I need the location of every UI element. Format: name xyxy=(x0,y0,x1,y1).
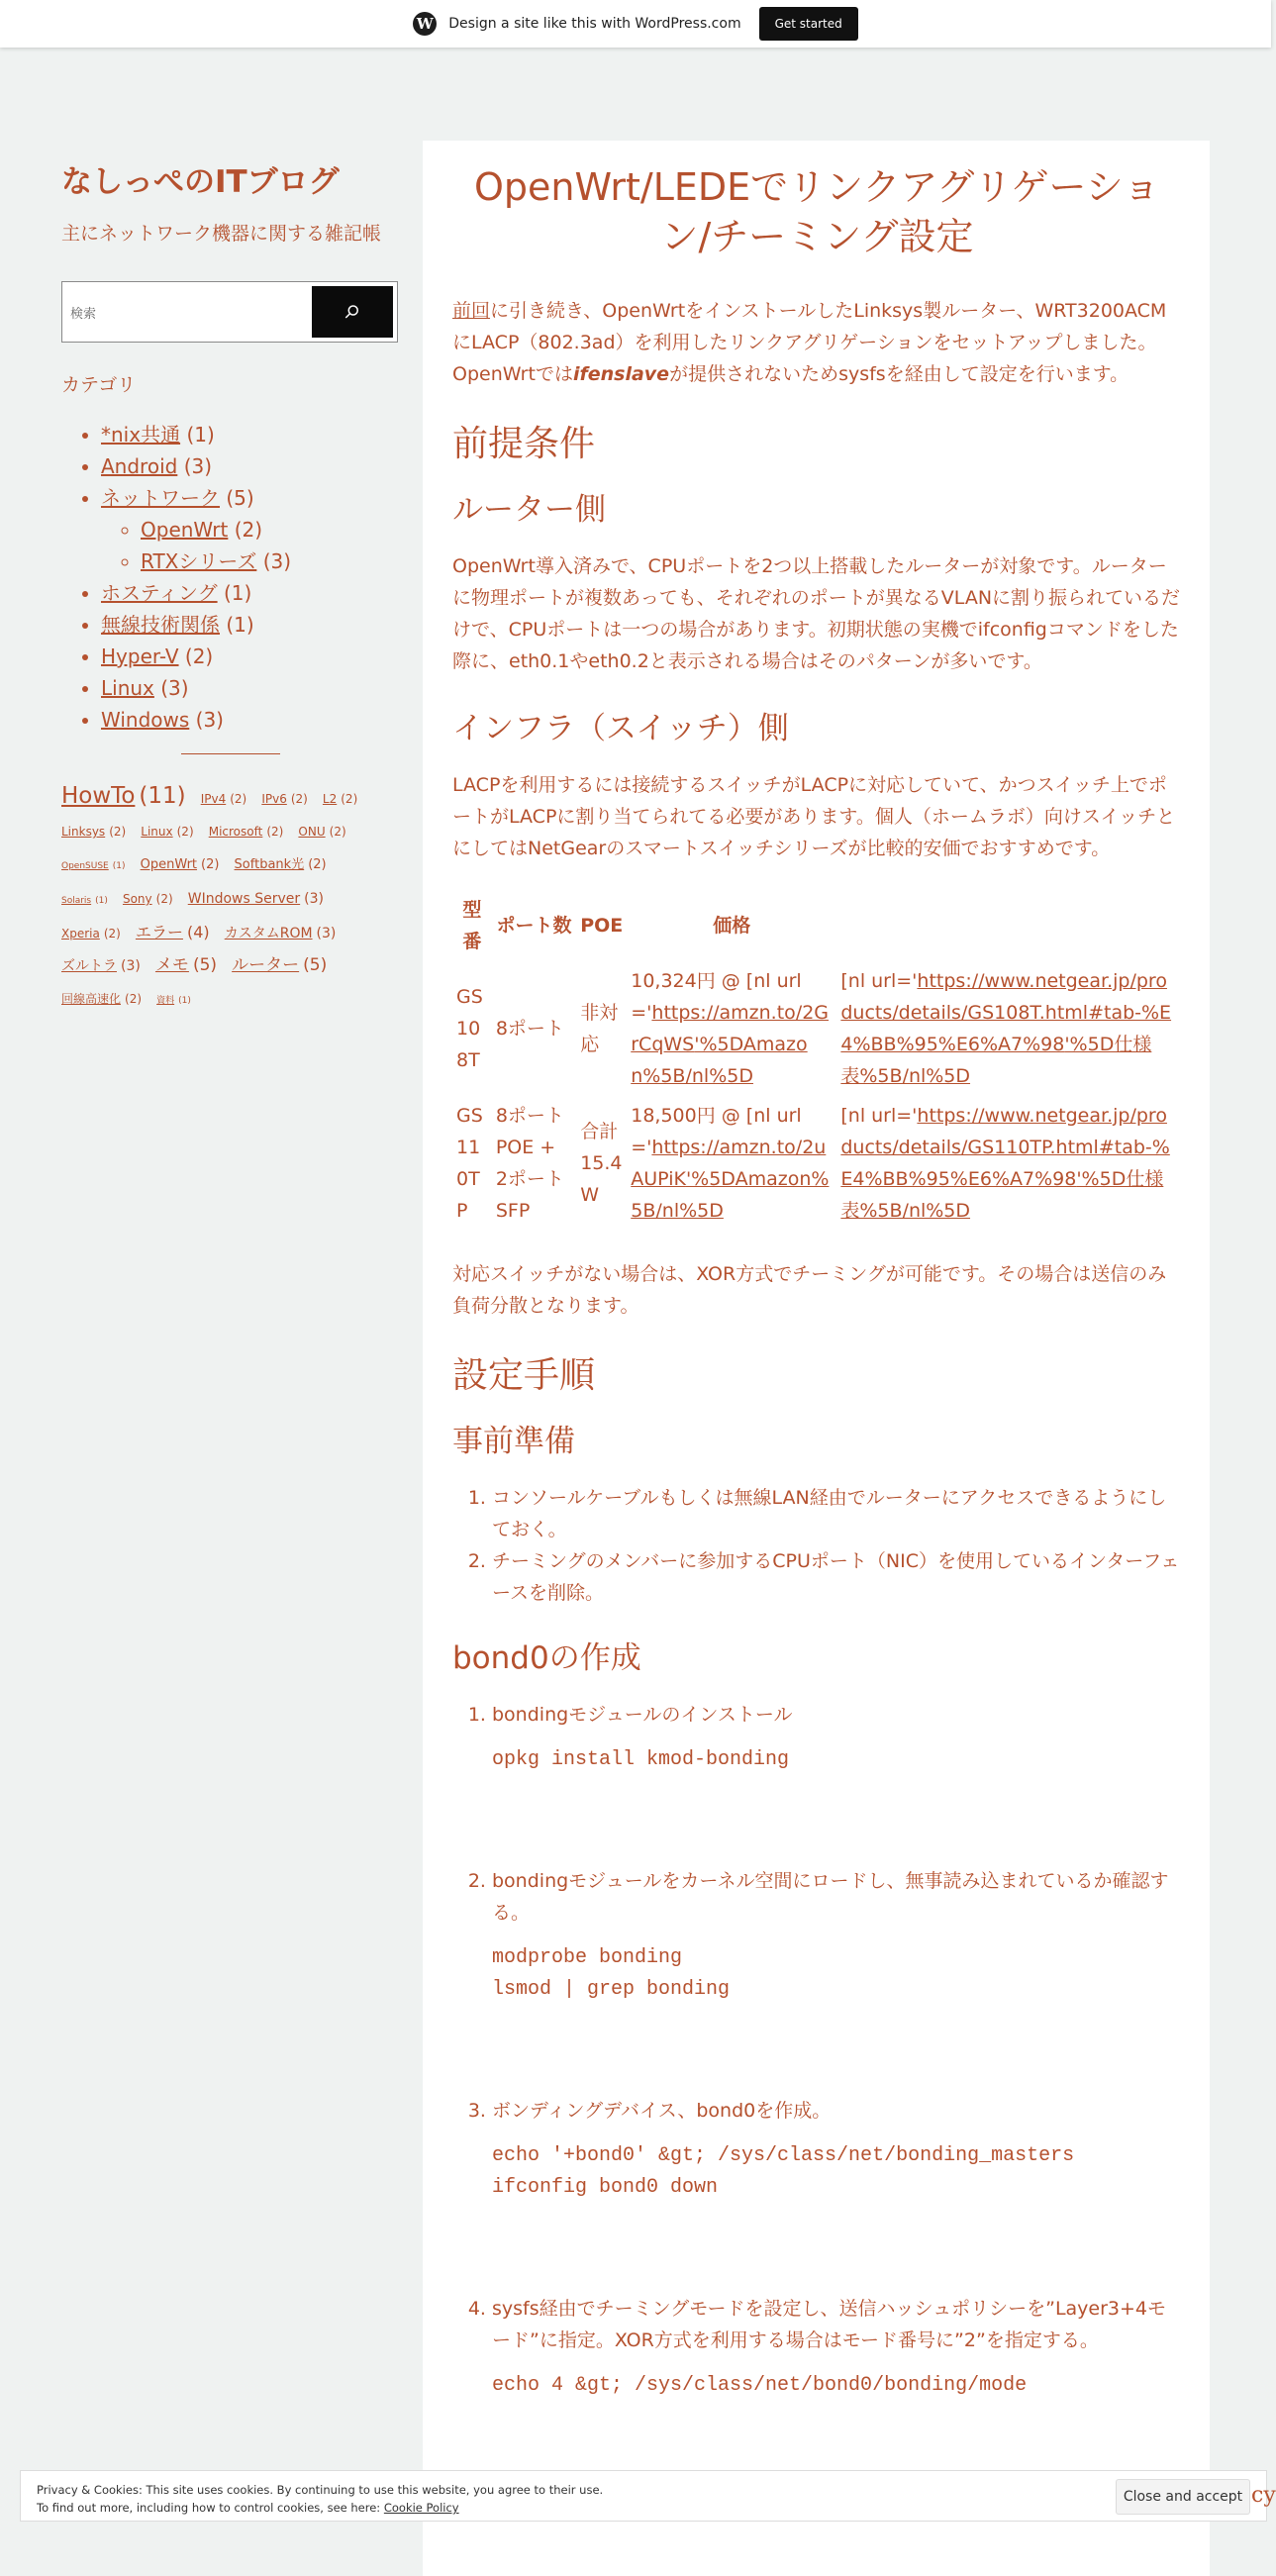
price-prefix: 18,500円 @ [nl url=' xyxy=(631,1105,802,1158)
category-count: (3) xyxy=(160,676,189,700)
table-row xyxy=(452,1096,1181,1231)
tag-count: (1) xyxy=(95,896,108,906)
table-header-cell: 型番 xyxy=(462,899,482,952)
tag-link[interactable]: ONU xyxy=(298,825,326,839)
tag-link[interactable]: Solaris xyxy=(61,896,92,906)
category-link[interactable]: 無線技術関係 xyxy=(101,613,220,637)
category-item xyxy=(101,419,400,450)
category-count: (1) xyxy=(186,423,215,446)
tag-link[interactable]: IPv6 xyxy=(261,792,287,806)
site-tagline: 主にネットワーク機器に関する雑記帳 xyxy=(61,223,382,245)
close-and-accept-button[interactable]: Close and accept xyxy=(1116,2479,1250,2515)
category-link[interactable]: ホスティング xyxy=(101,581,218,605)
tag-link[interactable]: Xperia xyxy=(61,927,100,941)
tag-link[interactable]: L2 xyxy=(322,792,338,806)
tag-count: (11) xyxy=(139,783,186,809)
category-count: (1) xyxy=(223,581,252,605)
sidebar-divider xyxy=(181,753,280,754)
category-item xyxy=(141,514,400,545)
list-item: 2. チーミングのメンバーに参加するCPUポート（NIC）を使用しているインターフェースを削除。 xyxy=(492,1545,1182,1609)
step-text: ボンディングデバイス、bond0を作成。 xyxy=(492,2100,832,2122)
tag-count: (3) xyxy=(121,958,141,974)
get-started-button[interactable]: Get started xyxy=(759,7,858,41)
tag-cloud xyxy=(61,780,398,1017)
category-link[interactable]: *nix共通 xyxy=(101,423,181,446)
category-link[interactable]: Hyper-V xyxy=(101,644,179,668)
router-paragraph: OpenWrt導入済みで、CPUポートを2つ以上搭載したルーターが対象です。ルーターに物理ポートが複数あっても、それぞれのポートが異なるVLANに割り振られているだけで、CPUポートは一つの場合があります。初期状態の実機でifconfigコマンドをした際に、eth0.1やeth0.2と表示される場合はそのパターンが多いです。 xyxy=(452,555,1181,672)
table-header-cell xyxy=(836,890,1181,961)
step-text: bondingモジュールのインストール xyxy=(492,1704,793,1726)
step-text: bondingモジュールをカーネル空間にロードし、無事読み込まれているか確認する。 xyxy=(492,1870,1169,1924)
heading-switch: インフラ（スイッチ）側 xyxy=(452,711,789,746)
table-cell-ports: 8ポート xyxy=(495,1018,564,1040)
tag-link[interactable]: カスタムROM xyxy=(224,926,313,941)
amazon-link-suffix[interactable]: '%5DAmazon%5B/nl%5D xyxy=(631,1168,830,1222)
netgear-spec-link-suffix[interactable]: '%5D仕様表%5B/nl%5D xyxy=(840,1034,1152,1087)
bond-steps xyxy=(452,1699,1182,2402)
list-item xyxy=(492,1865,1182,2006)
tag-link[interactable]: 回線高速化 xyxy=(61,992,122,1006)
heading-setup: 設定手順 xyxy=(452,1355,596,1396)
tag-count: (3) xyxy=(316,926,337,941)
tag-count: (1) xyxy=(112,861,126,871)
category-item xyxy=(101,641,400,672)
category-item xyxy=(101,672,400,704)
category-item xyxy=(101,450,400,482)
category-link[interactable]: Android xyxy=(101,454,178,478)
tag-link[interactable]: Softbank光 xyxy=(234,857,305,872)
tag-count: (2) xyxy=(266,825,284,839)
table-row xyxy=(452,961,1181,1096)
search-icon xyxy=(344,303,361,321)
category-item xyxy=(101,609,400,641)
category-link[interactable]: Linux xyxy=(101,676,154,700)
list-item: 1. コンソールケーブルもしくは無線LAN経由でルーターにアクセスできるようにしておく。 xyxy=(492,1482,1182,1545)
search-input[interactable]: 検索 xyxy=(70,306,97,322)
tag-link[interactable]: HowTo xyxy=(61,783,136,809)
heading-prerequisites: 前提条件 xyxy=(452,424,596,464)
tag-count: (2) xyxy=(125,992,143,1006)
cookie-text: To find out more, including how to control cookies, see here: xyxy=(37,2501,384,2515)
tag-count: (2) xyxy=(308,857,327,872)
tag-count: (5) xyxy=(192,955,218,975)
intro-text-1: に引き続き、OpenWrtをインストールしたLinksys製ルーター、WRT3200ACMにLACP（802.3ad）を利用したリンクアグリゲーションをセットアップしました。OpenWrtでは xyxy=(452,300,1167,385)
intro-emphasis: ifenslave xyxy=(572,363,670,385)
table-cell-price xyxy=(627,961,836,1096)
amazon-link[interactable]: https://amzn.to/2uAUPiK xyxy=(631,1137,827,1190)
site-title[interactable]: なしっぺのITブログ xyxy=(61,164,340,200)
category-count: (5) xyxy=(226,486,254,510)
category-link[interactable]: ネットワーク xyxy=(101,486,220,510)
tag-count: (2) xyxy=(176,825,194,839)
code-block: echo 4 &gt; /sys/class/net/bond0/bonding/mode xyxy=(492,2374,1028,2397)
table-cell-price xyxy=(627,1096,836,1231)
list-item xyxy=(492,2293,1182,2402)
tag-link[interactable]: OpenSUSE xyxy=(61,861,109,871)
wordpress-banner xyxy=(0,0,1271,48)
search-button[interactable] xyxy=(312,286,393,338)
cookie-text-line2 xyxy=(37,2499,1250,2517)
category-count: (1) xyxy=(226,613,254,637)
category-item xyxy=(101,704,400,736)
intro-text-2: が提供されないためsysfsを経由して設定を行います。 xyxy=(669,363,1129,385)
sidebar xyxy=(61,156,400,1017)
code-block: opkg install kmod-bonding xyxy=(492,1748,790,1771)
tag-link[interactable]: エラー xyxy=(135,923,183,941)
tag-count: (1) xyxy=(178,996,191,1006)
price-prefix: 10,324円 @ [nl url=' xyxy=(631,970,802,1024)
banner-text: Design a site like this with WordPress.com xyxy=(448,16,741,32)
tag-count: (3) xyxy=(304,891,324,907)
table-cell-poe: 非対応 xyxy=(580,1002,619,1055)
cookie-policy-link[interactable]: Cookie Policy xyxy=(383,2501,459,2515)
table-header-cell: POE xyxy=(580,915,624,937)
category-link[interactable]: OpenWrt xyxy=(141,518,229,542)
tag-count: (2) xyxy=(103,927,121,941)
preparation-steps xyxy=(452,1482,1182,1609)
amazon-link-suffix[interactable]: '%5DAmazon%5B/nl%5D xyxy=(631,1034,808,1087)
subcategory-list xyxy=(101,514,400,577)
spec-prefix: [nl url=' xyxy=(840,970,918,992)
xor-paragraph: 対応スイッチがない場合は、XOR方式でチーミングが可能です。その場合は送信のみ負荷分散となります。 xyxy=(452,1263,1167,1317)
amazon-link[interactable]: https://amzn.to/2GrCqWS xyxy=(631,1002,830,1055)
tag-link[interactable]: Linux xyxy=(141,825,173,839)
category-count: (3) xyxy=(183,454,213,478)
category-item xyxy=(101,482,400,577)
tag-count: (2) xyxy=(290,792,308,806)
switch-paragraph: LACPを利用するには接続するスイッチがLACPに対応していて、かつスイッチ上でポートがLACPに割り当てられてる必要があります。個人（ホームラボ）向けスイッチとにしてはNetGearのスマートスイッチシリーズが比較的安価でおすすめです。 xyxy=(452,774,1176,859)
post-content xyxy=(423,141,1210,2576)
list-item xyxy=(492,1699,1182,1776)
category-link[interactable]: RTXシリーズ xyxy=(141,549,257,573)
netgear-spec-link[interactable]: https://www.netgear.jp/products/details/GS108T.html#tab-%E4%BB%95%E6%A7%98 xyxy=(840,970,1172,1055)
tag-count: (2) xyxy=(329,825,346,839)
tag-count: (2) xyxy=(341,792,358,806)
table-cell-model: GS110TP xyxy=(456,1105,483,1222)
tag-link[interactable]: 資料 xyxy=(156,996,175,1006)
tag-count: (2) xyxy=(201,857,220,872)
table-cell-ports: 8ポートPOE + 2ポートSFP xyxy=(495,1105,564,1222)
tag-link[interactable]: ルーター xyxy=(232,955,300,975)
table-header-cell: ポート数 xyxy=(496,915,572,937)
table-cell-poe: 合計15.4W xyxy=(580,1121,623,1206)
netgear-spec-link[interactable]: https://www.netgear.jp/products/details/GS110TP.html#tab-%E4%BB%95%E6%A7%98 xyxy=(840,1105,1170,1190)
cookie-text-line1: Privacy & Cookies: This site uses cookies. By continuing to use this website, you agree to their use. xyxy=(37,2483,604,2497)
tag-count: (5) xyxy=(303,955,328,975)
category-link[interactable]: Windows xyxy=(101,708,190,732)
tag-count: (4) xyxy=(186,923,210,941)
category-count: (2) xyxy=(234,518,263,542)
tag-link[interactable]: OpenWrt xyxy=(140,857,198,872)
overflow-text: cy xyxy=(1251,2483,1276,2508)
category-count: (3) xyxy=(262,549,292,573)
category-item xyxy=(141,545,400,577)
table-cell-spec xyxy=(836,961,1181,1096)
post-title: OpenWrt/LEDEでリンクアグリゲーション/チーミング設定 xyxy=(474,165,1160,258)
heading-bond0: bond0の作成 xyxy=(452,1640,641,1676)
code-block: modprobe bonding lsmod | grep bonding xyxy=(492,1946,731,2001)
tag-link[interactable]: Linksys xyxy=(61,825,106,839)
category-item xyxy=(101,577,400,609)
category-count: (2) xyxy=(184,644,214,668)
table-header-cell: 価格 xyxy=(713,915,751,937)
tag-link[interactable]: IPv4 xyxy=(200,792,227,806)
list-item xyxy=(492,2095,1182,2204)
tag-link[interactable]: メモ xyxy=(154,955,189,975)
category-list xyxy=(61,419,400,736)
switch-table xyxy=(452,890,1181,1231)
search-form xyxy=(61,281,398,343)
cookie-banner xyxy=(20,2470,1267,2522)
netgear-spec-link-suffix[interactable]: '%5D仕様表%5B/nl%5D xyxy=(840,1168,1164,1222)
tag-link[interactable]: Microsoft xyxy=(208,825,263,839)
category-count: (3) xyxy=(195,708,224,732)
step-text: sysfs経由でチーミングモードを設定し、送信ハッシュポリシーを”Layer3+4モード”に指定。XOR方式を利用する場合はモード番号に”2”を指定する。 xyxy=(492,2298,1167,2351)
table-cell-model: GS108T xyxy=(456,986,483,1071)
tag-link[interactable]: WIndows Server xyxy=(187,891,301,907)
code-block: echo '+bond0' &gt; /sys/class/net/bonding_masters ifconfig bond0 down xyxy=(492,2144,1075,2199)
tag-link[interactable]: ズルトラ xyxy=(61,958,117,974)
intro-paragraph xyxy=(452,295,1182,390)
heading-router: ルーター側 xyxy=(452,492,606,528)
heading-preparation: 事前準備 xyxy=(452,1424,575,1459)
previous-post-link[interactable]: 前回 xyxy=(452,300,491,322)
tag-count: (2) xyxy=(155,892,173,906)
table-header-row xyxy=(452,890,1181,961)
categories-title: カテゴリ xyxy=(61,374,137,396)
tag-count: (2) xyxy=(109,825,127,839)
table-cell-spec xyxy=(836,1096,1181,1231)
tag-count: (2) xyxy=(230,792,247,806)
tag-link[interactable]: Sony xyxy=(122,892,152,906)
spec-prefix: [nl url=' xyxy=(840,1105,918,1127)
wordpress-logo-icon[interactable]: W xyxy=(413,12,437,36)
